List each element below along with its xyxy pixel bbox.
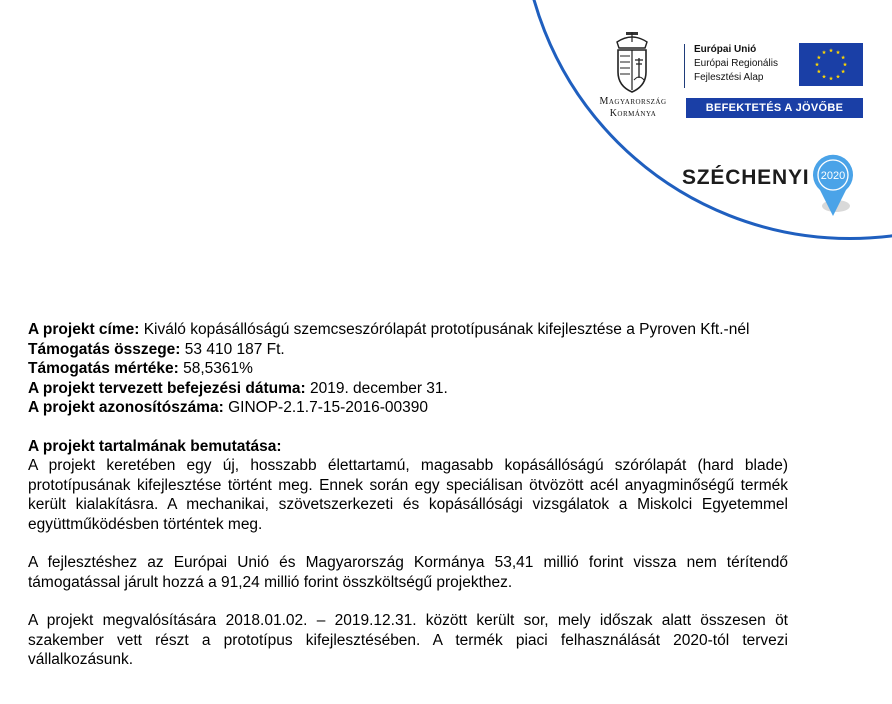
- szechenyi-label: SZÉCHENYI: [682, 166, 810, 189]
- government-logo-text: [584, 96, 682, 120]
- project-id-value: GINOP-2.1.7-15-2016-00390: [223, 399, 428, 416]
- description-para3: A projekt megvalósítására 2018.01.02. – 2019.12.31. között került sor, mely időszak alatt összesen öt szakember vett részt a prototípus kifejlesztésében. A termék piaci felhasználását 2020-tól tervezi vállalkozásunk.: [28, 612, 788, 668]
- eu-divider: [684, 44, 685, 88]
- rate-row: [28, 359, 788, 379]
- amount-row: [28, 340, 788, 360]
- description-heading: A projekt tartalmának bemutatása:: [28, 437, 282, 455]
- end-date-row: [28, 379, 788, 399]
- gov-line1: Magyarország: [599, 96, 667, 107]
- szechenyi-year: 2020: [820, 170, 846, 182]
- invest-badge: BEFEKTETÉS A JÖVŐBE: [686, 98, 863, 118]
- project-info: [28, 320, 788, 670]
- eu-fund-line1: Európai Regionális: [694, 58, 778, 69]
- amount-label: Támogatás összege:: [28, 340, 181, 358]
- end-date-label: A projekt tervezett befejezési dátuma:: [28, 379, 306, 397]
- project-id-row: [28, 398, 788, 418]
- rate-value: 58,5361%: [178, 360, 253, 377]
- description-para1: A projekt keretében egy új, hosszabb élettartamú, magasabb kopásállóságú szórólapát (hard blade) prototípusának kifejlesztése történt meg. Ennek során egy speciálisan ötvözött acél anyagminőségű termék került kialakításra. A mechanikai, szövetszerkezeti és kopásállósági vizsgálatok a Miskolci Egyetemmel együttműködésben történtek meg.: [28, 457, 788, 533]
- eu-title: Európai Unió: [694, 44, 757, 55]
- project-title-row: [28, 320, 788, 340]
- project-id-label: A projekt azonosítószáma:: [28, 399, 224, 416]
- eu-fund-text: [694, 43, 778, 85]
- end-date-value: 2019. december 31.: [305, 379, 448, 397]
- description-para2: A fejlesztéshez az Európai Unió és Magyarország Kormánya 53,41 millió forint vissza nem térítendő támogatással járult hozzá a 91,24 millió forint összköltségű projekthez.: [28, 554, 788, 591]
- eu-fund-line2: Fejlesztési Alap: [694, 72, 764, 83]
- project-title-value: Kiváló kopásállóságú szemcseszórólapát prototípusának kifejlesztése a Pyroven Kft.-nél: [139, 321, 750, 338]
- eu-flag-icon: [799, 43, 863, 86]
- amount-value: 53 410 187 Ft.: [180, 340, 285, 358]
- gov-line2: Kormánya: [609, 108, 657, 119]
- project-title-label: A projekt címe:: [28, 321, 140, 338]
- rate-label: Támogatás mértéke:: [28, 360, 179, 377]
- szechenyi-2020-pin-icon: [810, 152, 856, 218]
- hungarian-coat-of-arms-icon: [603, 30, 661, 96]
